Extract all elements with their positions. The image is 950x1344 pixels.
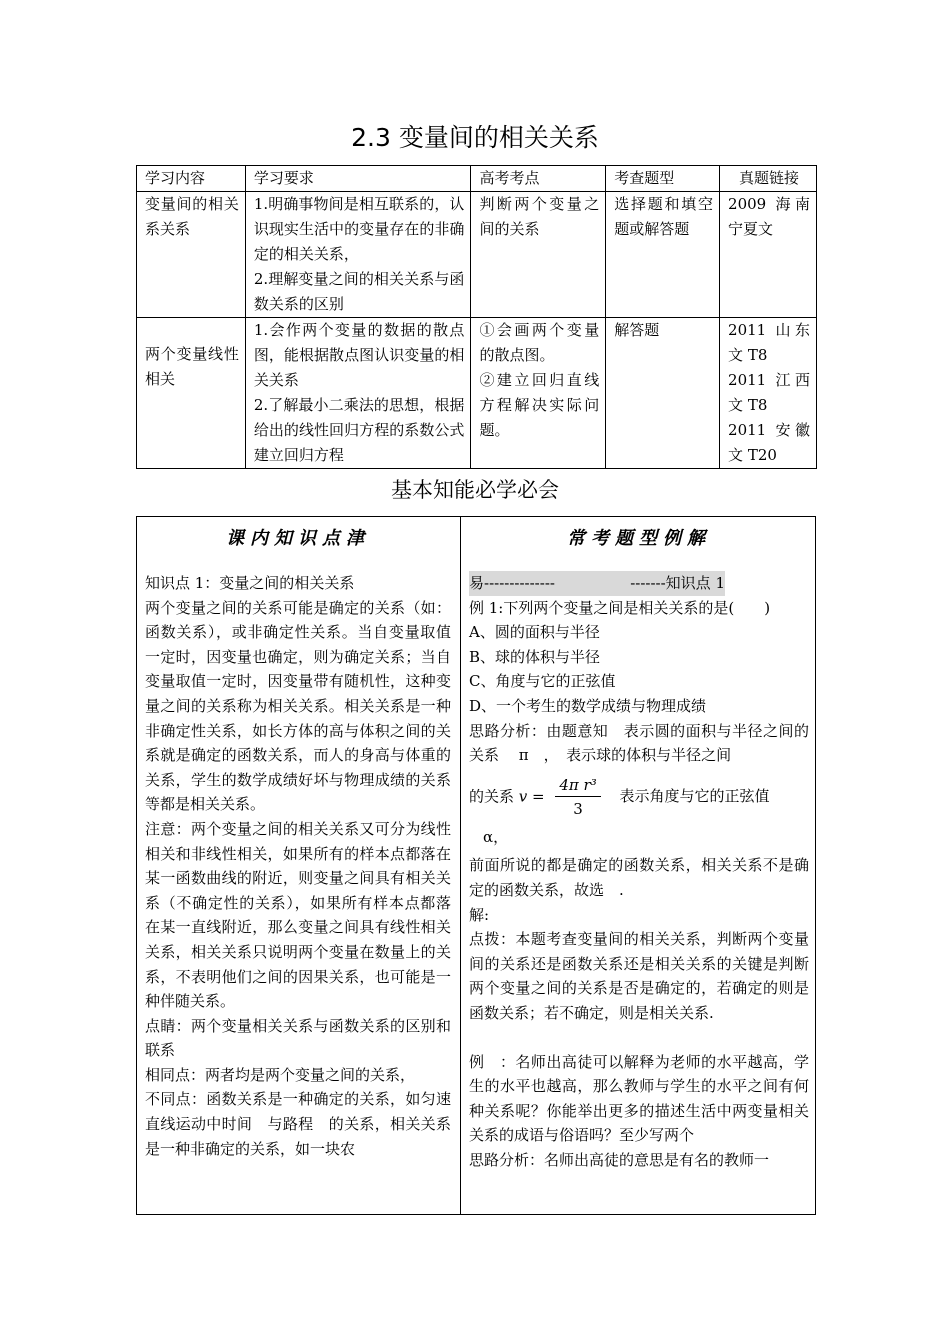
paragraph: 两个变量之间的关系可能是确定的关系（如：函数关系），或非确定性关系。当自变量取值一定时，因变量也确定，则为确定关系；当自变量取值一定时，因变量带有随机性，这种变量之间的关系称为相关关系。相关关系是一种非确定性关系，如长方体的高与体积之间的关系就是确定的函数关系，而人的身高与体重的关系，学生的数学成绩好坏与物理成绩的关系等都是相关关系。 [145, 598, 451, 814]
cell-links: 2011 山东文 T8 2011 江西文 T8 2011 安徽文 T20 [720, 318, 817, 469]
cell-points: 判断两个变量之间的关系 [471, 192, 606, 318]
table-header-row [137, 166, 817, 192]
analysis-3: 思路分析：名师出高徒的意思是有名的教师一 [469, 1150, 770, 1169]
cell-types: 解答题 [606, 318, 720, 469]
cell-links: 2009 海南宁夏文 [720, 192, 817, 318]
cell-points: ①会画两个变量的散点图。 ②建立回归直线方程解决实际问题。 [471, 318, 606, 469]
analysis-1: 思路分析：由题意知 表示圆的面积与半径之间的关系 π ， 表示球的体积与半径之间 [469, 721, 809, 765]
formula-var: v = [518, 787, 545, 806]
option-d: D、一个考生的数学成绩与物理成绩 [469, 696, 707, 715]
option-a: A、圆的面积与半径 [469, 623, 600, 642]
page-title: 2.3 变量间的相关关系 [351, 123, 599, 152]
cell-content: 两个变量线性相关 [137, 318, 246, 469]
column-divider [460, 517, 461, 1214]
cell-requirements: 1.会作两个变量的数据的散点图，能根据散点图认识变量的相关关系 2.了解最小二乘法的思想，根据给出的线性回归方程的系数公式建立回归方程 [245, 318, 471, 469]
formula-line: 的关系 v = $\frac{\text{4π r³}}{3}$ 表示角度与它的正弦值 [469, 774, 809, 821]
hint: 点拨：本题考查变量间的相关关系，判断两个变量间的关系还是函数关系还是相关关系的关键是判断两个变量之间的关系是否是确定的，若确定的则是函数关系；若不确定，则是相关关系. [469, 930, 809, 1022]
section-subtitle: 基本知能必学必会 [391, 478, 559, 502]
knowledge-box [136, 516, 816, 1215]
cell-content: 变量间的相关系关系 [137, 192, 246, 318]
header-cell: 高考考点 [471, 166, 606, 192]
left-heading: 课内知识点津 [226, 528, 370, 549]
answer: 解: [469, 905, 490, 924]
analysis-2: 前面所说的都是确定的函数关系，相关关系不是确定的函数关系，故选 . [469, 856, 809, 899]
alpha-symbol: α， [483, 827, 509, 846]
paragraph: 不同点：函数关系是一种确定的关系，如匀速直线运动中时间 与路程 的关系，相关关系是一种非确定的关系，如一块农 [145, 1090, 451, 1158]
difficulty-tag: 易-------------- -------知识点 1 [469, 571, 725, 596]
option-c: C、角度与它的正弦值 [469, 672, 616, 691]
syllabus-table [136, 165, 817, 469]
paragraph: 注意：两个变量之间的相关关系又可分为线性相关和非线性相关，如果所有的样本点都落在某一函数曲线的附近，则变量之间具有相关关系（不确定性的关系），如果所有样本点都落在某一直线附近，那么变量之间具有线性相关关系，相关关系只说明两个变量在数量上的关系，不表明他们之间的因果关系，也可能是一种伴随关系。 [145, 819, 451, 1011]
header-cell: 真题链接 [720, 166, 817, 192]
header-cell: 学习内容 [137, 166, 246, 192]
right-column [469, 517, 809, 1172]
table-row [137, 318, 817, 469]
left-column [145, 517, 451, 1161]
header-cell: 学习要求 [245, 166, 471, 192]
header-cell: 考查题型 [606, 166, 720, 192]
paragraph: 知识点 1：变量之间的相关关系 [145, 574, 355, 592]
cell-requirements: 1.明确事物间是相互联系的，认识现实生活中的变量存在的非确定的相关关系， 2.理解变量之间的相关关系与函数关系的区别 [245, 192, 471, 318]
cell-types: 选择题和填空题或解答题 [606, 192, 720, 318]
table-row [137, 192, 817, 318]
paragraph: 相同点：两者均是两个变量之间的关系， [145, 1065, 416, 1084]
volume-formula: $\frac{\text{4π r³}}{3}$ [555, 774, 600, 821]
question-1: 例 1:下列两个变量之间是相关关系的是( ) [469, 598, 771, 617]
right-heading: 常考题型例解 [567, 528, 711, 549]
paragraph: 点睛：两个变量相关关系与函数关系的区别和联系 [145, 1016, 451, 1060]
question-2: 例 ：名师出高徒可以解释为老师的水平越高，学生的水平也越高，那么教师与学生的水平之间有何种关系呢？你能举出更多的描述生活中两变量相关关系的成语与俗语吗？至少写两个 [469, 1052, 809, 1145]
option-b: B、球的体积与半径 [469, 647, 601, 666]
